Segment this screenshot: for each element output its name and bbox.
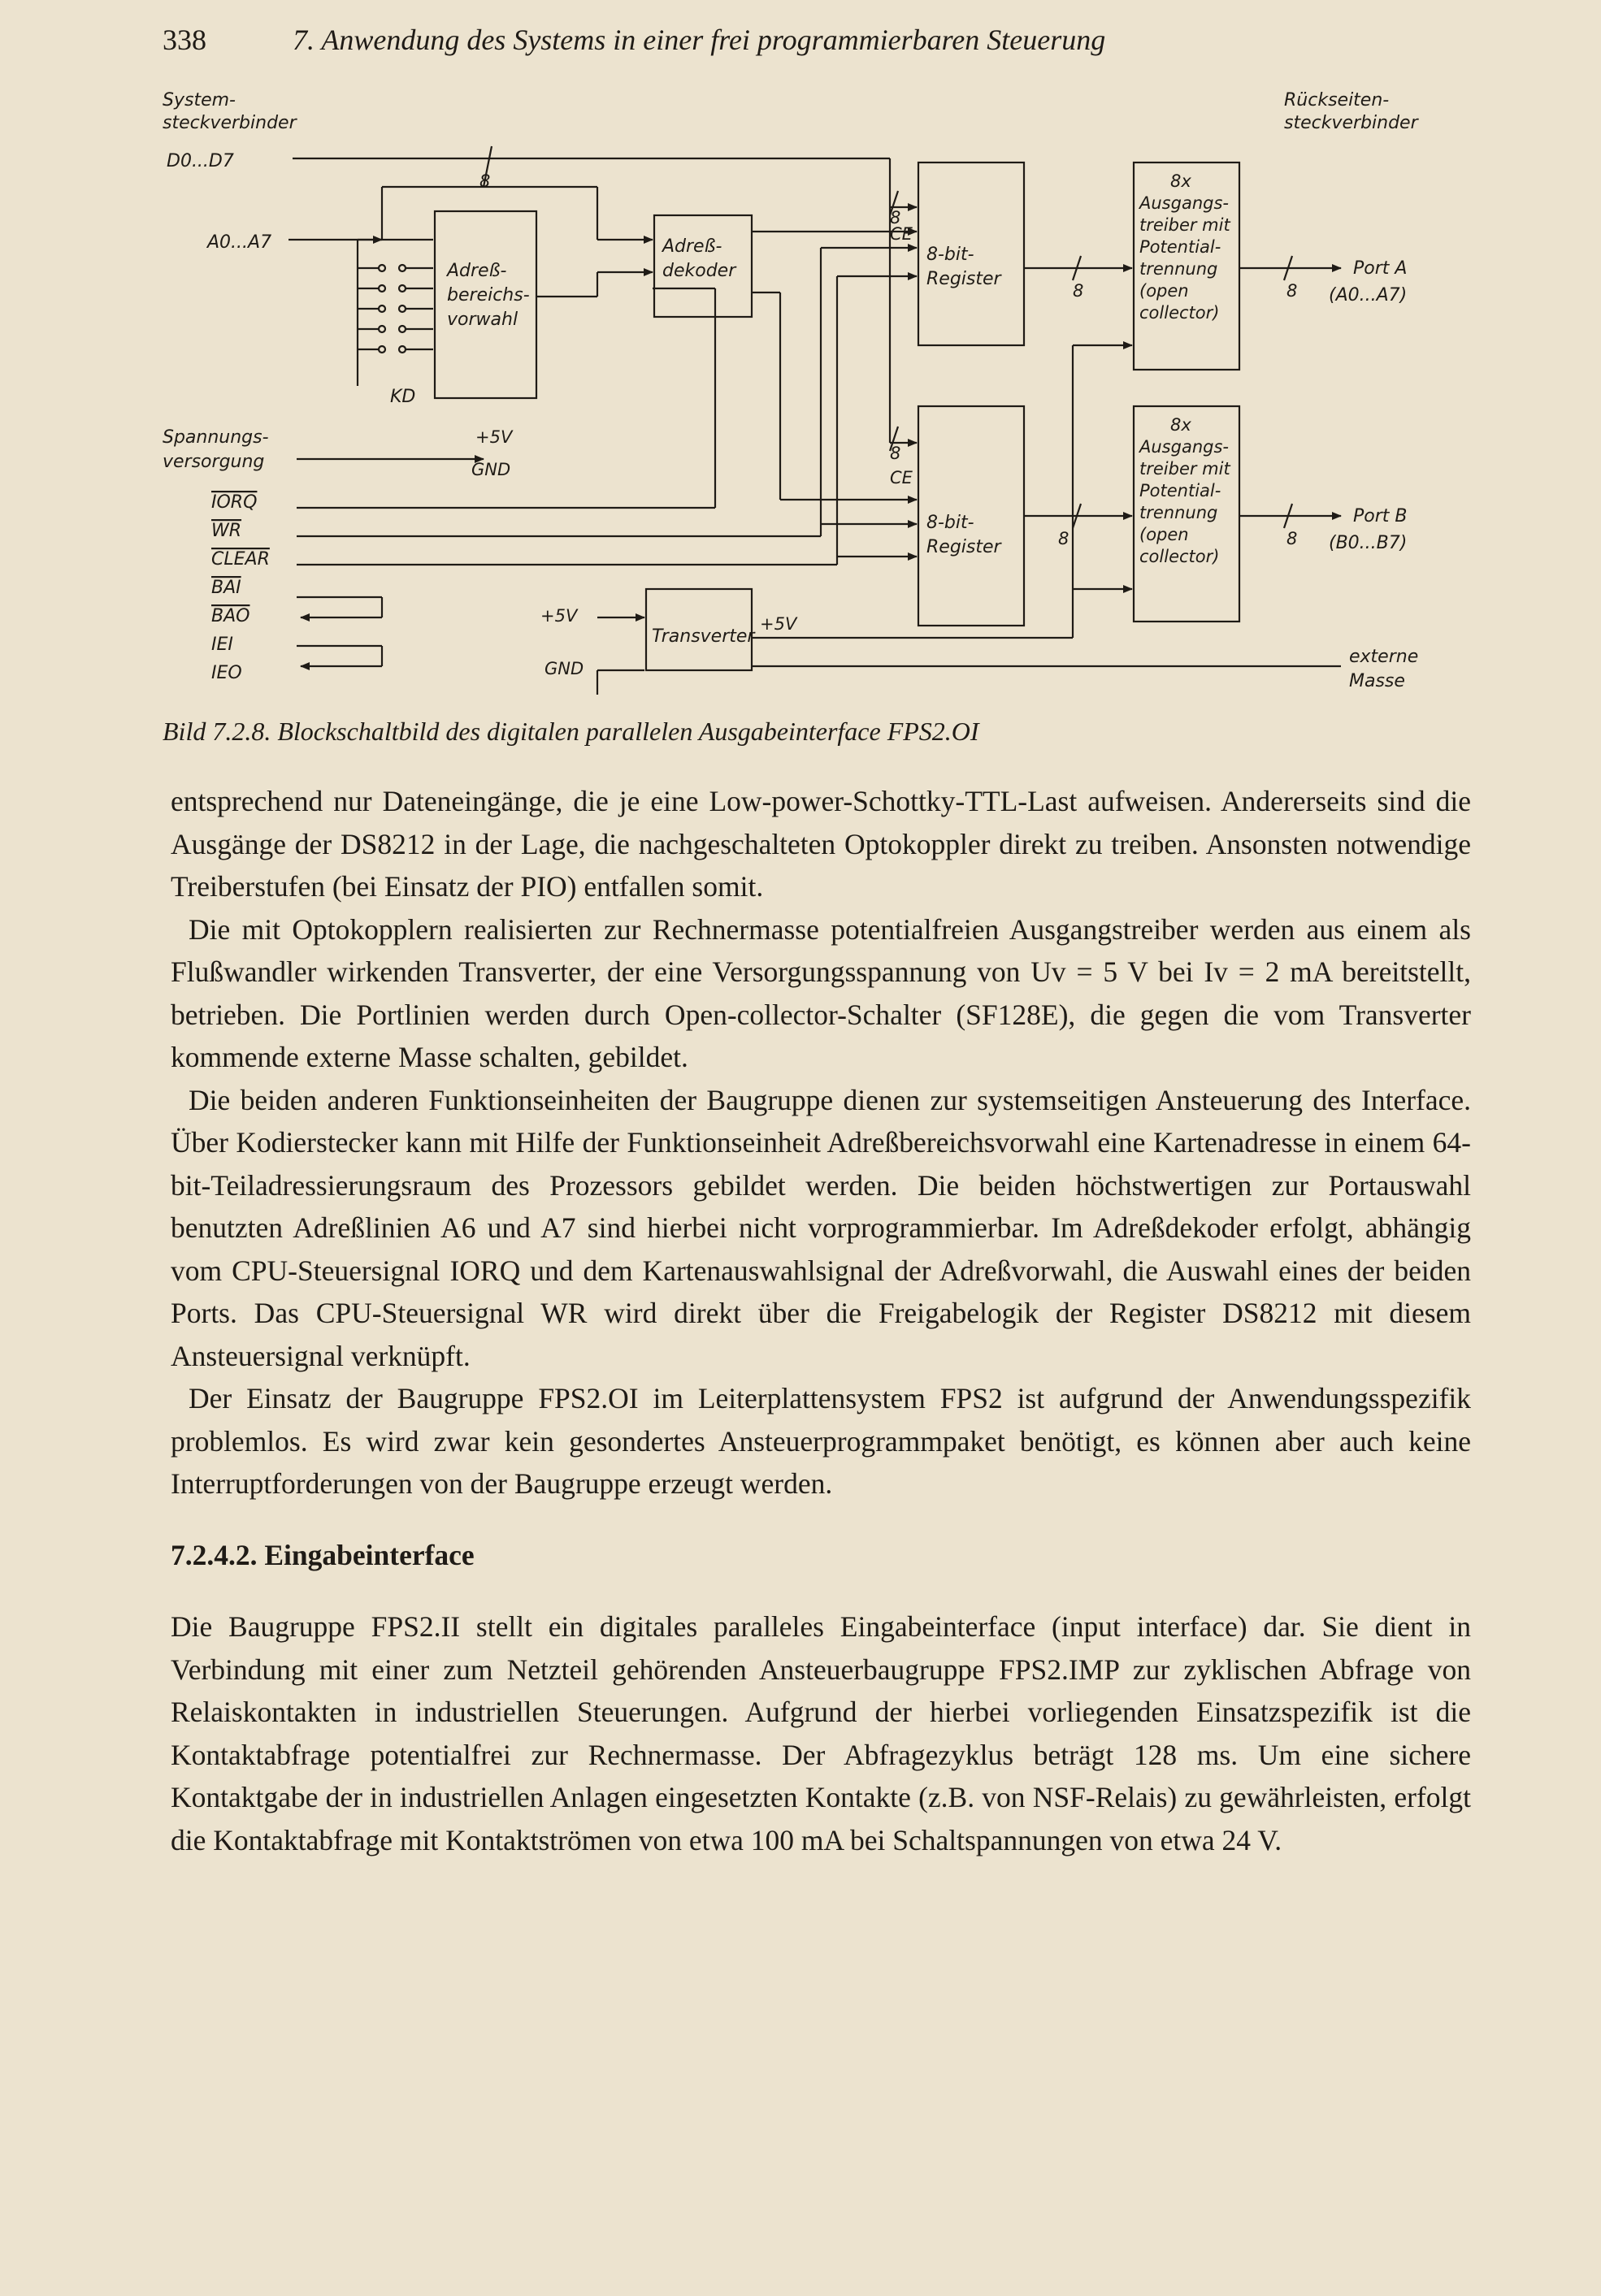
label-port-a-bits: (A0...A7) (1329, 285, 1408, 305)
driver-a-line-3: treiber mit (1139, 215, 1230, 235)
label-kd: KD (390, 387, 416, 407)
label-spannung-2: versorgung (163, 452, 265, 472)
label-gnd-transverter-in: GND (545, 659, 584, 678)
vorwahl-line-3: vorwahl (447, 310, 518, 330)
paragraph-4: Der Einsatz der Baugruppe FPS2.OI im Leiterplattensystem FPS2 ist aufgrund der Anwendungsspezifik problemlos. Es wird zwar kein gesondertes Ansteuerprogrammpaket benötigt, es können aber auch keine Interruptforderungen von der Baugruppe erzeugt werden. (171, 1382, 1471, 1500)
label-a-bus: A0...A7 (207, 232, 272, 253)
label-d-bus: D0...D7 (167, 151, 234, 171)
bus-width-reg-a: 8 (1073, 281, 1084, 301)
driver-a-line-7: collector) (1139, 303, 1220, 323)
body-text (171, 780, 1471, 1861)
driver-a-line-4: Potential- (1139, 237, 1221, 257)
bus-width-d: 8 (479, 171, 491, 191)
page-number: 338 (163, 24, 206, 56)
driver-a-line-6: (open (1139, 281, 1189, 301)
block-diagram-svg (154, 77, 1487, 727)
paragraph-3: Die beiden anderen Funktionseinheiten der Baugruppe dienen zur systemseitigen Ansteuerung des Interface. Über Kodierstecker kann mit Hilfe der Funktionseinheit Adreßbereichsvorwahl eine Kartenadresse in einem 64-bit-Teiladressierungsraum des Prozessors gebildet werden. Die beiden höchstwertigen zur Portauswahl benutzten Adreßlinien A6 und A7 sind hierbei nicht vorprogrammierbar. Im Adreßdekoder erfolgt, abhängig vom CPU-Steuersignal IORQ und dem Kartenauswahlsignal der Adreßvorwahl, die Auswahl eines der beiden Ports. Das CPU-Steuersignal WR wird direkt über die Freigabelogik der Register DS8212 mit diesem Ansteuersignal verknüpft. (171, 1083, 1471, 1372)
block-diagram (154, 77, 1487, 727)
paragraph-1: entsprechend nur Dateneingänge, die je eine Low-power-Schottky-TTL-Last aufweisen. Andererseits sind die Ausgänge der DS8212 in der Lage, die nachgeschalteten Optokoppler direkt zu treiben. Ansonsten notwendige Treiberstufen (bei Einsatz der PIO) entfallen somit. (171, 785, 1471, 903)
driver-b-line-4: Potential- (1139, 481, 1221, 500)
label-iei: IEI (211, 635, 233, 655)
transverter-label: Transverter (652, 626, 755, 647)
dekoder-line-1: Adreß- (662, 236, 722, 257)
register-a-line-1: 8-bit- (926, 245, 974, 265)
label-5v-transverter-out: +5V (760, 614, 797, 634)
driver-a-line-2: Ausgangs- (1139, 193, 1229, 213)
driver-b-line-1: 8x (1170, 415, 1191, 435)
ce-label-b: CE (890, 468, 913, 487)
driver-a-line-1: 8x (1170, 171, 1191, 191)
vorwahl-line-1: Adreß- (447, 261, 507, 281)
label-port-b: Port B (1353, 506, 1408, 526)
label-gnd-top: GND (471, 460, 511, 479)
label-5v-transverter-in: +5V (540, 606, 578, 626)
bus-width-ce-b: 8 (890, 444, 901, 463)
label-wr: WR (211, 521, 242, 541)
label-rueck-2: steckverbinder (1284, 113, 1418, 133)
paragraph-2: Die mit Optokopplern realisierten zur Rechnermasse potentialfreien Ausgangstreiber werden aus einem als Flußwandler wirkenden Transverter, der eine Versorgungsspannung von Uv = 5 V bei Iv = 2 mA bereitstellt, betrieben. Die Portlinien werden durch Open-collector-Schalter (SF128E), die gegen die vom Transverter kommende externe Masse schalten, gebildet. (171, 912, 1471, 1073)
label-clear: CLEAR (211, 549, 270, 570)
driver-a-line-5: trennung (1139, 259, 1218, 279)
driver-b-line-3: treiber mit (1139, 459, 1230, 479)
paragraph-5: Die Baugruppe FPS2.II stellt ein digitales paralleles Eingabeinterface (input interface) dar. Sie dient in Verbindung mit einer zum Netzteil gehörenden Ansteuerbaugruppe FPS2.IMP zur zyklischen Abfrage von Relaiskontakten in industriellen Steuerungen. Aufgrund der hierbei vorliegenden Einsatzspezifik ist die Kontaktabfrage potentialfrei zur Rechnermasse. Der Abfragezyklus beträgt 128 ms. Um eine sichere Kontaktgabe der in industriellen Anlagen eingesetzten Kontakte (z.B. von NSF-Relais) zu gewährleisten, erfolgt die Kontaktabfrage mit Kontaktströmen von etwa 100 mA bei Schaltspannungen von etwa 24 V. (171, 1610, 1471, 1856)
driver-b-line-6: (open (1139, 525, 1189, 544)
label-extern-2: Masse (1349, 671, 1405, 691)
section-heading: 7.2.4.2. Eingabeinterface (171, 1538, 475, 1571)
label-bao: BAO (211, 606, 250, 626)
bus-width-reg-b: 8 (1058, 529, 1070, 548)
dekoder-line-2: dekoder (662, 261, 736, 281)
bus-width-ce-a: 8 (890, 208, 901, 227)
bus-width-port-a: 8 (1286, 281, 1298, 301)
label-port-b-bits: (B0...B7) (1329, 533, 1408, 553)
register-b-line-2: Register (926, 537, 1001, 557)
driver-b-line-5: trennung (1139, 503, 1218, 522)
bus-width-port-b: 8 (1286, 529, 1298, 548)
driver-b-line-2: Ausgangs- (1139, 437, 1229, 457)
label-5v-top: +5V (475, 427, 513, 447)
label-rueck-1: Rückseiten- (1284, 90, 1390, 110)
label-extern-1: externe (1349, 647, 1419, 667)
label-system-1: System- (163, 90, 236, 110)
ce-label-a: CE (890, 224, 913, 244)
register-b-line-1: 8-bit- (926, 513, 974, 533)
figure-caption: Bild 7.2.8. Blockschaltbild des digitalen parallelen Ausgabeinterface FPS2.OI (163, 717, 979, 746)
running-title: 7. Anwendung des Systems in einer frei programmierbaren Steuerung (293, 24, 1106, 56)
register-a-line-2: Register (926, 269, 1001, 289)
label-port-a: Port A (1353, 258, 1408, 279)
label-system-2: steckverbinder (163, 113, 297, 133)
label-iorq: IORQ (211, 492, 258, 513)
vorwahl-line-2: bereichs- (447, 285, 530, 305)
label-bai: BAI (211, 578, 241, 598)
driver-b-line-7: collector) (1139, 547, 1220, 566)
page-header (163, 23, 1479, 63)
label-ieo: IEO (211, 663, 242, 683)
label-spannung-1: Spannungs- (163, 427, 269, 448)
